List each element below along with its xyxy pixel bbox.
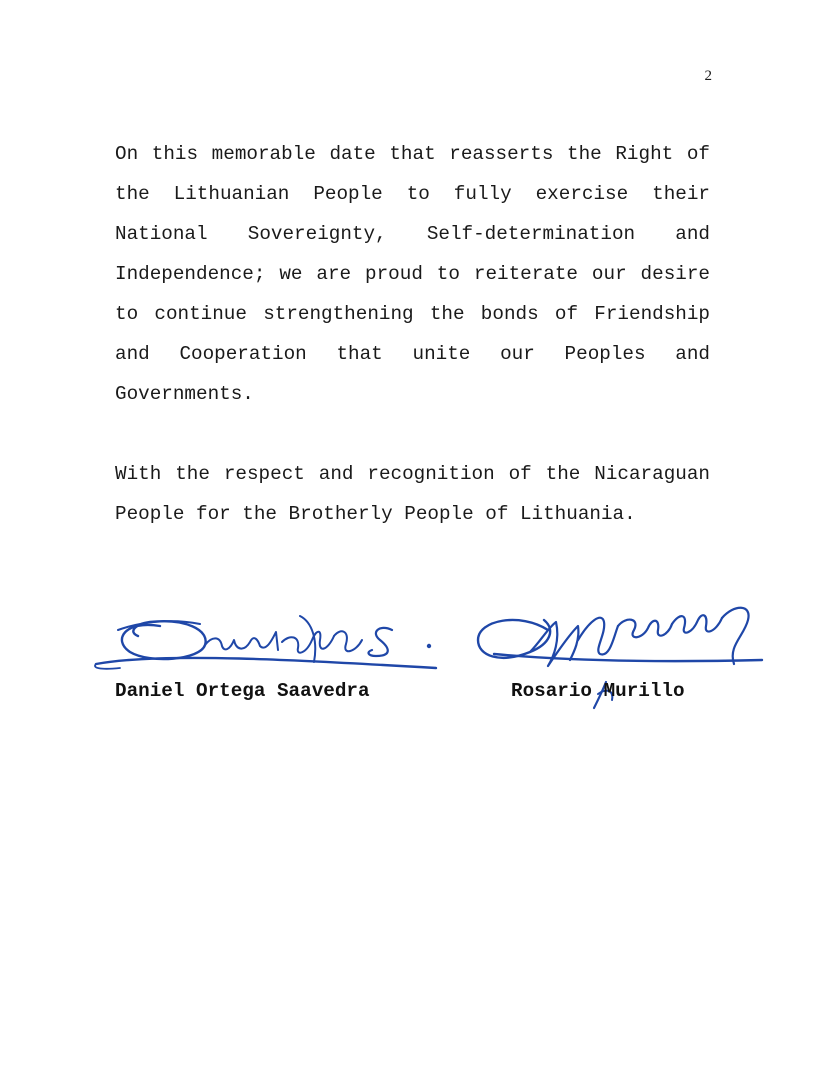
signature-daniel-ortega [95, 616, 436, 669]
paragraph-reassertion: On this memorable date that reasserts the Right of the Lithuanian People to fully exercise their National Sovereignty, Self-determination and Independence; we are proud to reiterate our desire to continue strengthening the bonds of Friendship and Cooperation that unite our Peoples and Governments. [115, 143, 710, 405]
signer-name-daniel-ortega: Daniel Ortega Saavedra [115, 680, 370, 702]
paragraph-recognition: With the respect and recognition of the Nicaraguan People for the Brotherly People of Lithuania. [115, 463, 710, 525]
signer-name-rosario-murillo: Rosario Murillo [511, 680, 685, 702]
page-number: 2 [704, 68, 712, 84]
